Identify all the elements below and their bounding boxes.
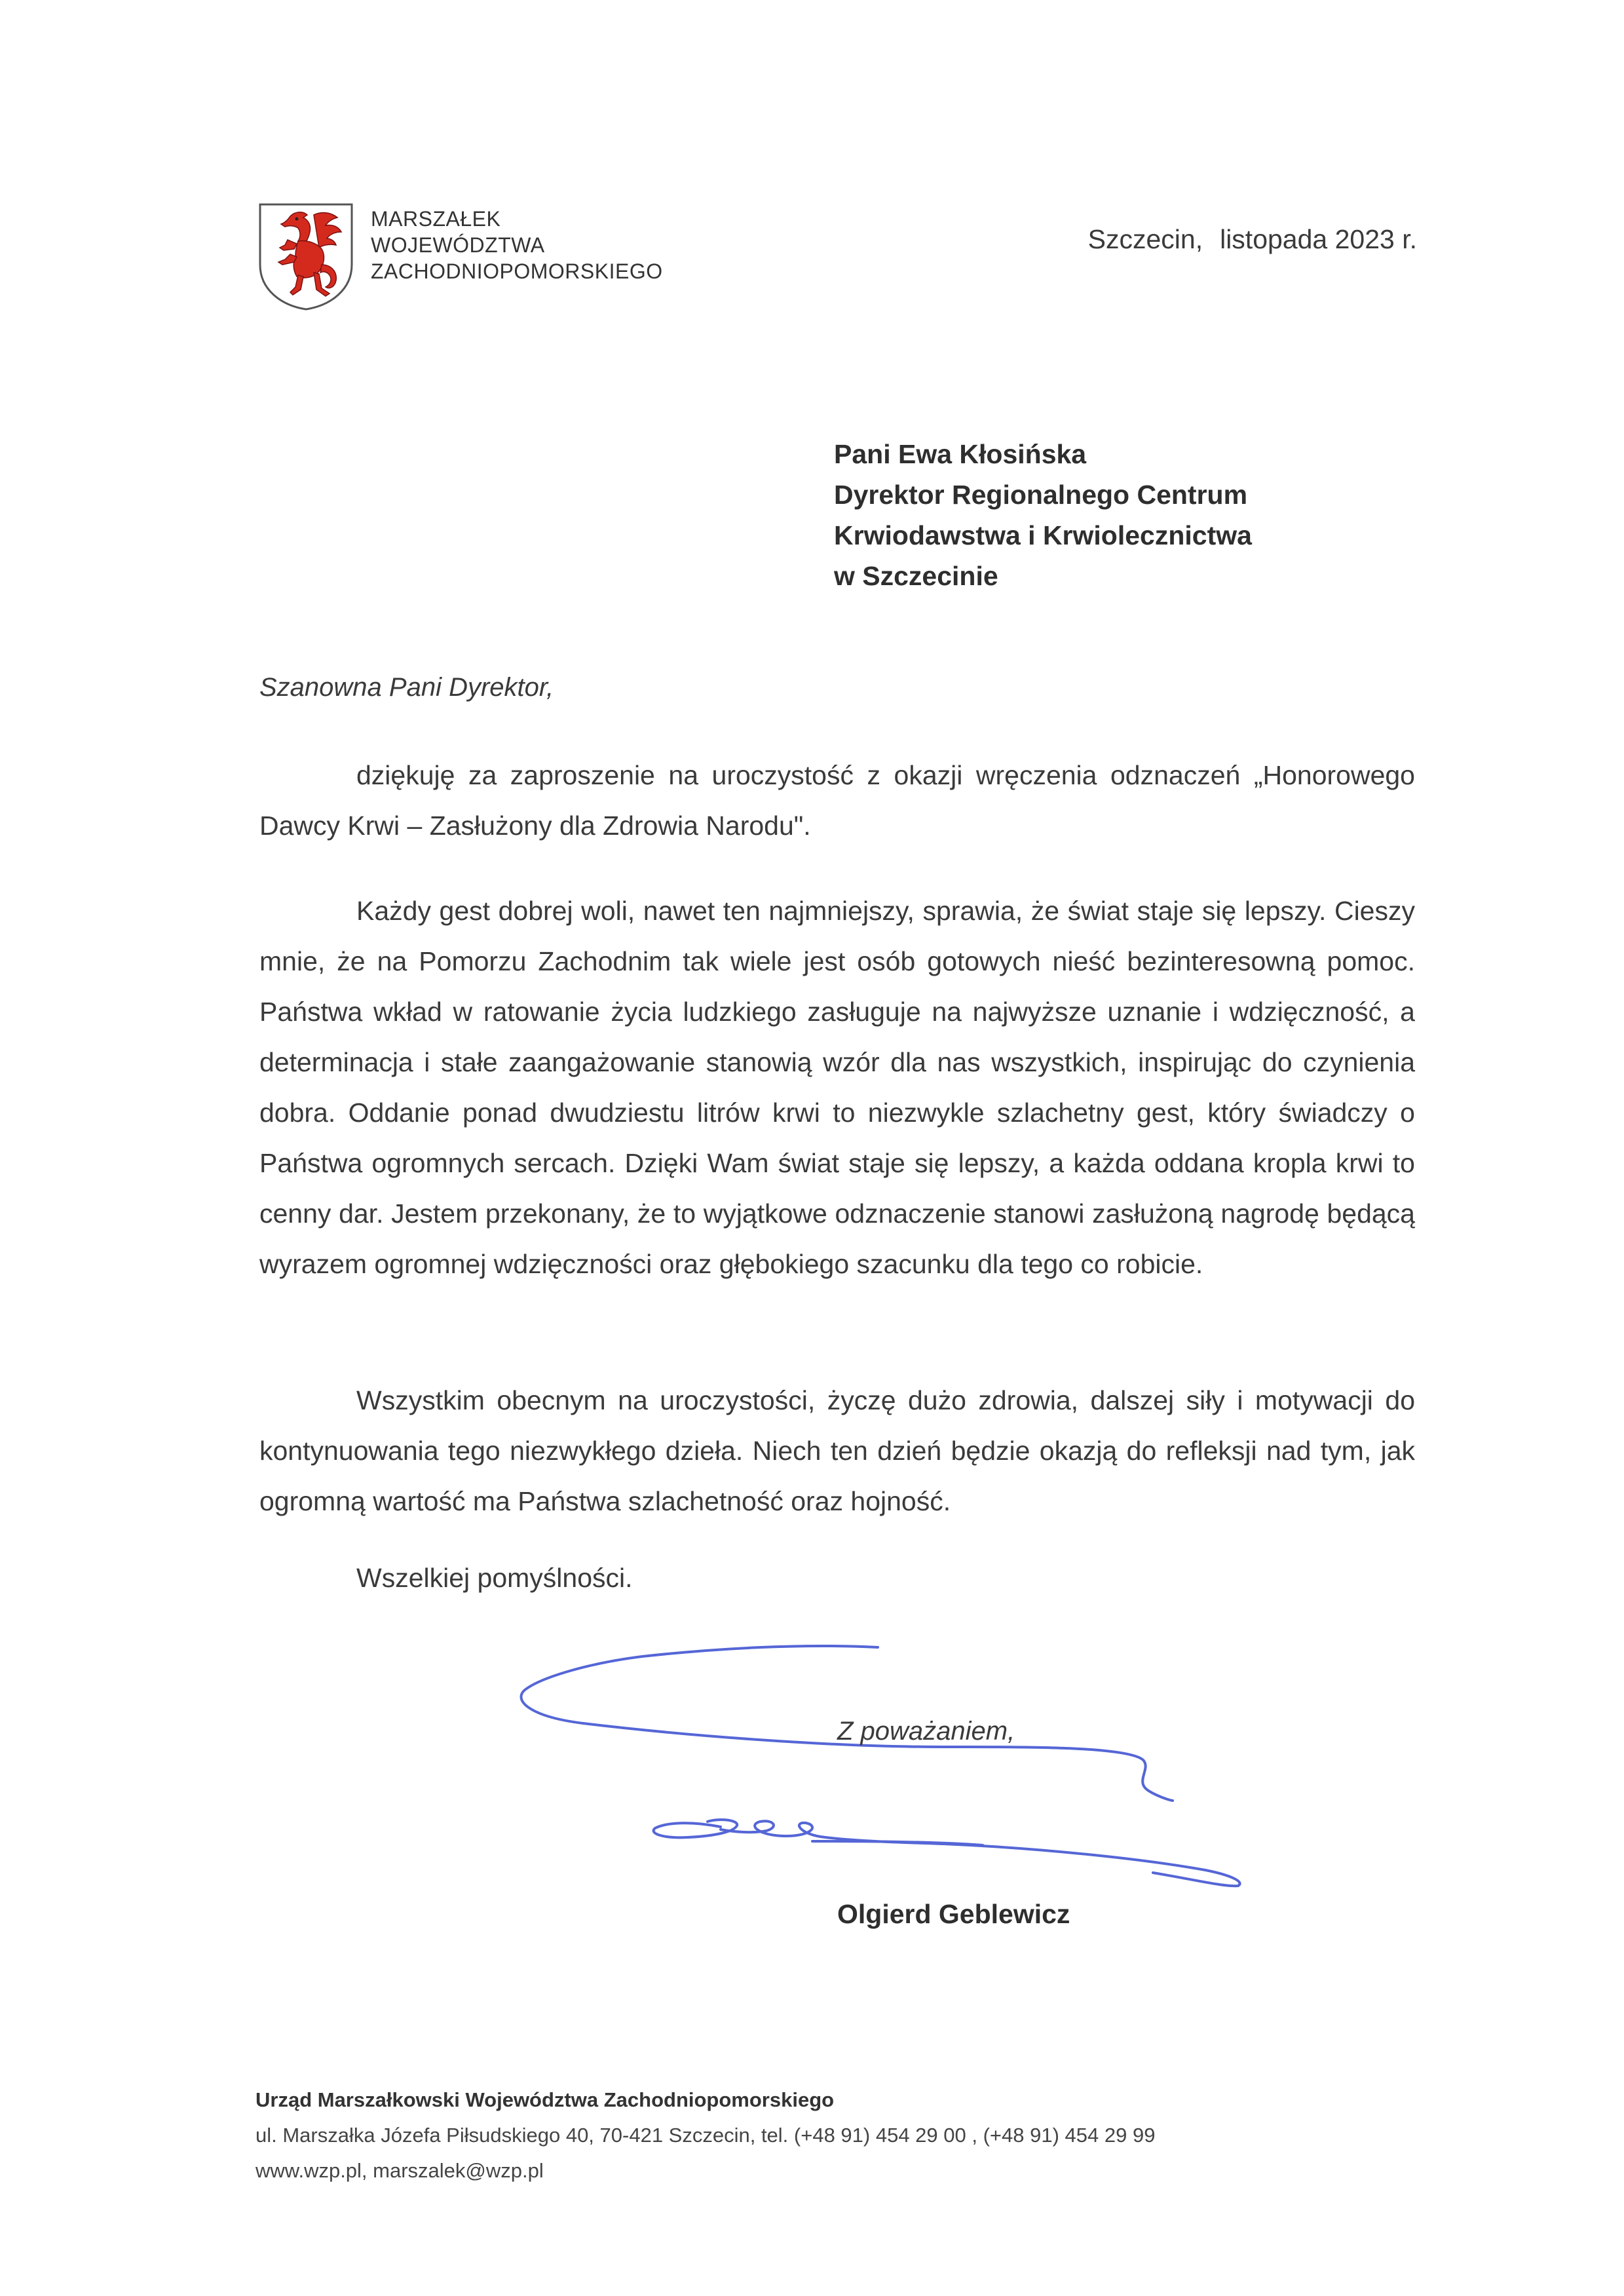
issuer-name-line: MARSZAŁEK: [371, 207, 501, 231]
letterhead-footer: [255, 2082, 1155, 2189]
paragraph-text: dziękuję za zaproszenie na uroczystość z okazji wręczenia odznaczeń „Honorowego Dawcy Krwi – Zasłużony dla Zdrowia Narodu".: [259, 760, 1415, 841]
paragraph-text: Wszystkim obecnym na uroczystości, życzę dużo zdrowia, dalszej siły i motywacji do kontynuowania tego niezwykłego dzieła. Niech ten dzień będzie okazją do refleksji nad tym, jak ogromną wartość ma Państwa szlachetność oraz hojność.: [259, 1385, 1415, 1516]
issuer-name: [371, 206, 663, 284]
footer-office-name: Urząd Marszałkowski Województwa Zachodniopomorskiego: [255, 2088, 835, 2111]
letter-paragraph: [259, 1375, 1415, 1527]
handwritten-signature: [511, 1625, 1402, 1940]
closing-wish: Wszelkiej pomyślności.: [356, 1563, 633, 1593]
addressee-line: w Szczecinie: [834, 561, 998, 591]
footer-web: www.wzp.pl, marszalek@wzp.pl: [255, 2159, 544, 2182]
issuer-name-line: WOJEWÓDZTWA: [371, 233, 545, 257]
addressee-line: Dyrektor Regionalnego Centrum: [834, 480, 1248, 510]
letter-paragraph: [259, 750, 1415, 851]
paragraph-text: Każdy gest dobrej woli, nawet ten najmniejszy, sprawia, że świat staje się lepszy. Cieszy mnie, że na Pomorzu Zachodnim tak wiele jest osób gotowych nieść bezinteresowną pomoc. Państwa wkład w ratowanie życia ludzkiego zasługuje na najwyższe uznanie i wdzięczność, a determinacja i stałe zaangażowanie stanowią wzór dla nas wszystkich, inspirując do czynienia dobra. Oddanie ponad dwudziestu litrów krwi to niezwykle szlachetny gest, który świadczy o Państwa ogromnych sercach. Dzięki Wam świat staje się lepszy, a każda oddana kropla krwi to cenny dar. Jestem przekonany, że to wyjątkowe odznaczenie stanowi zasłużoną nagrodę będącą wyrazem ogromnej wdzięczności oraz głębokiego szacunku dla tego co robicie.: [259, 896, 1415, 1279]
date-city: Szczecin,: [1087, 224, 1203, 254]
regards: Z poważaniem,: [837, 1717, 1015, 1746]
signer-name: Olgierd Geblewicz: [837, 1899, 1070, 1929]
addressee-block: [834, 434, 1252, 596]
letter-date: [1088, 224, 1417, 255]
letter-paragraph: [259, 886, 1415, 1290]
addressee-name: Pani Ewa Kłosińska: [834, 439, 1087, 469]
date-text: listopada 2023 r.: [1220, 224, 1417, 254]
issuer-name-line: ZACHODNIOPOMORSKIEGO: [371, 259, 663, 283]
footer-address: ul. Marszałka Józefa Piłsudskiego 40, 70-421 Szczecin, tel. (+48 91) 454 29 00 , (+48 91) 454 29 99: [255, 2124, 1156, 2147]
salutation: Szanowna Pani Dyrektor,: [259, 673, 554, 702]
griffin-coat-of-arms-icon: [257, 202, 354, 312]
addressee-line: Krwiodawstwa i Krwiolecznictwa: [834, 520, 1252, 550]
